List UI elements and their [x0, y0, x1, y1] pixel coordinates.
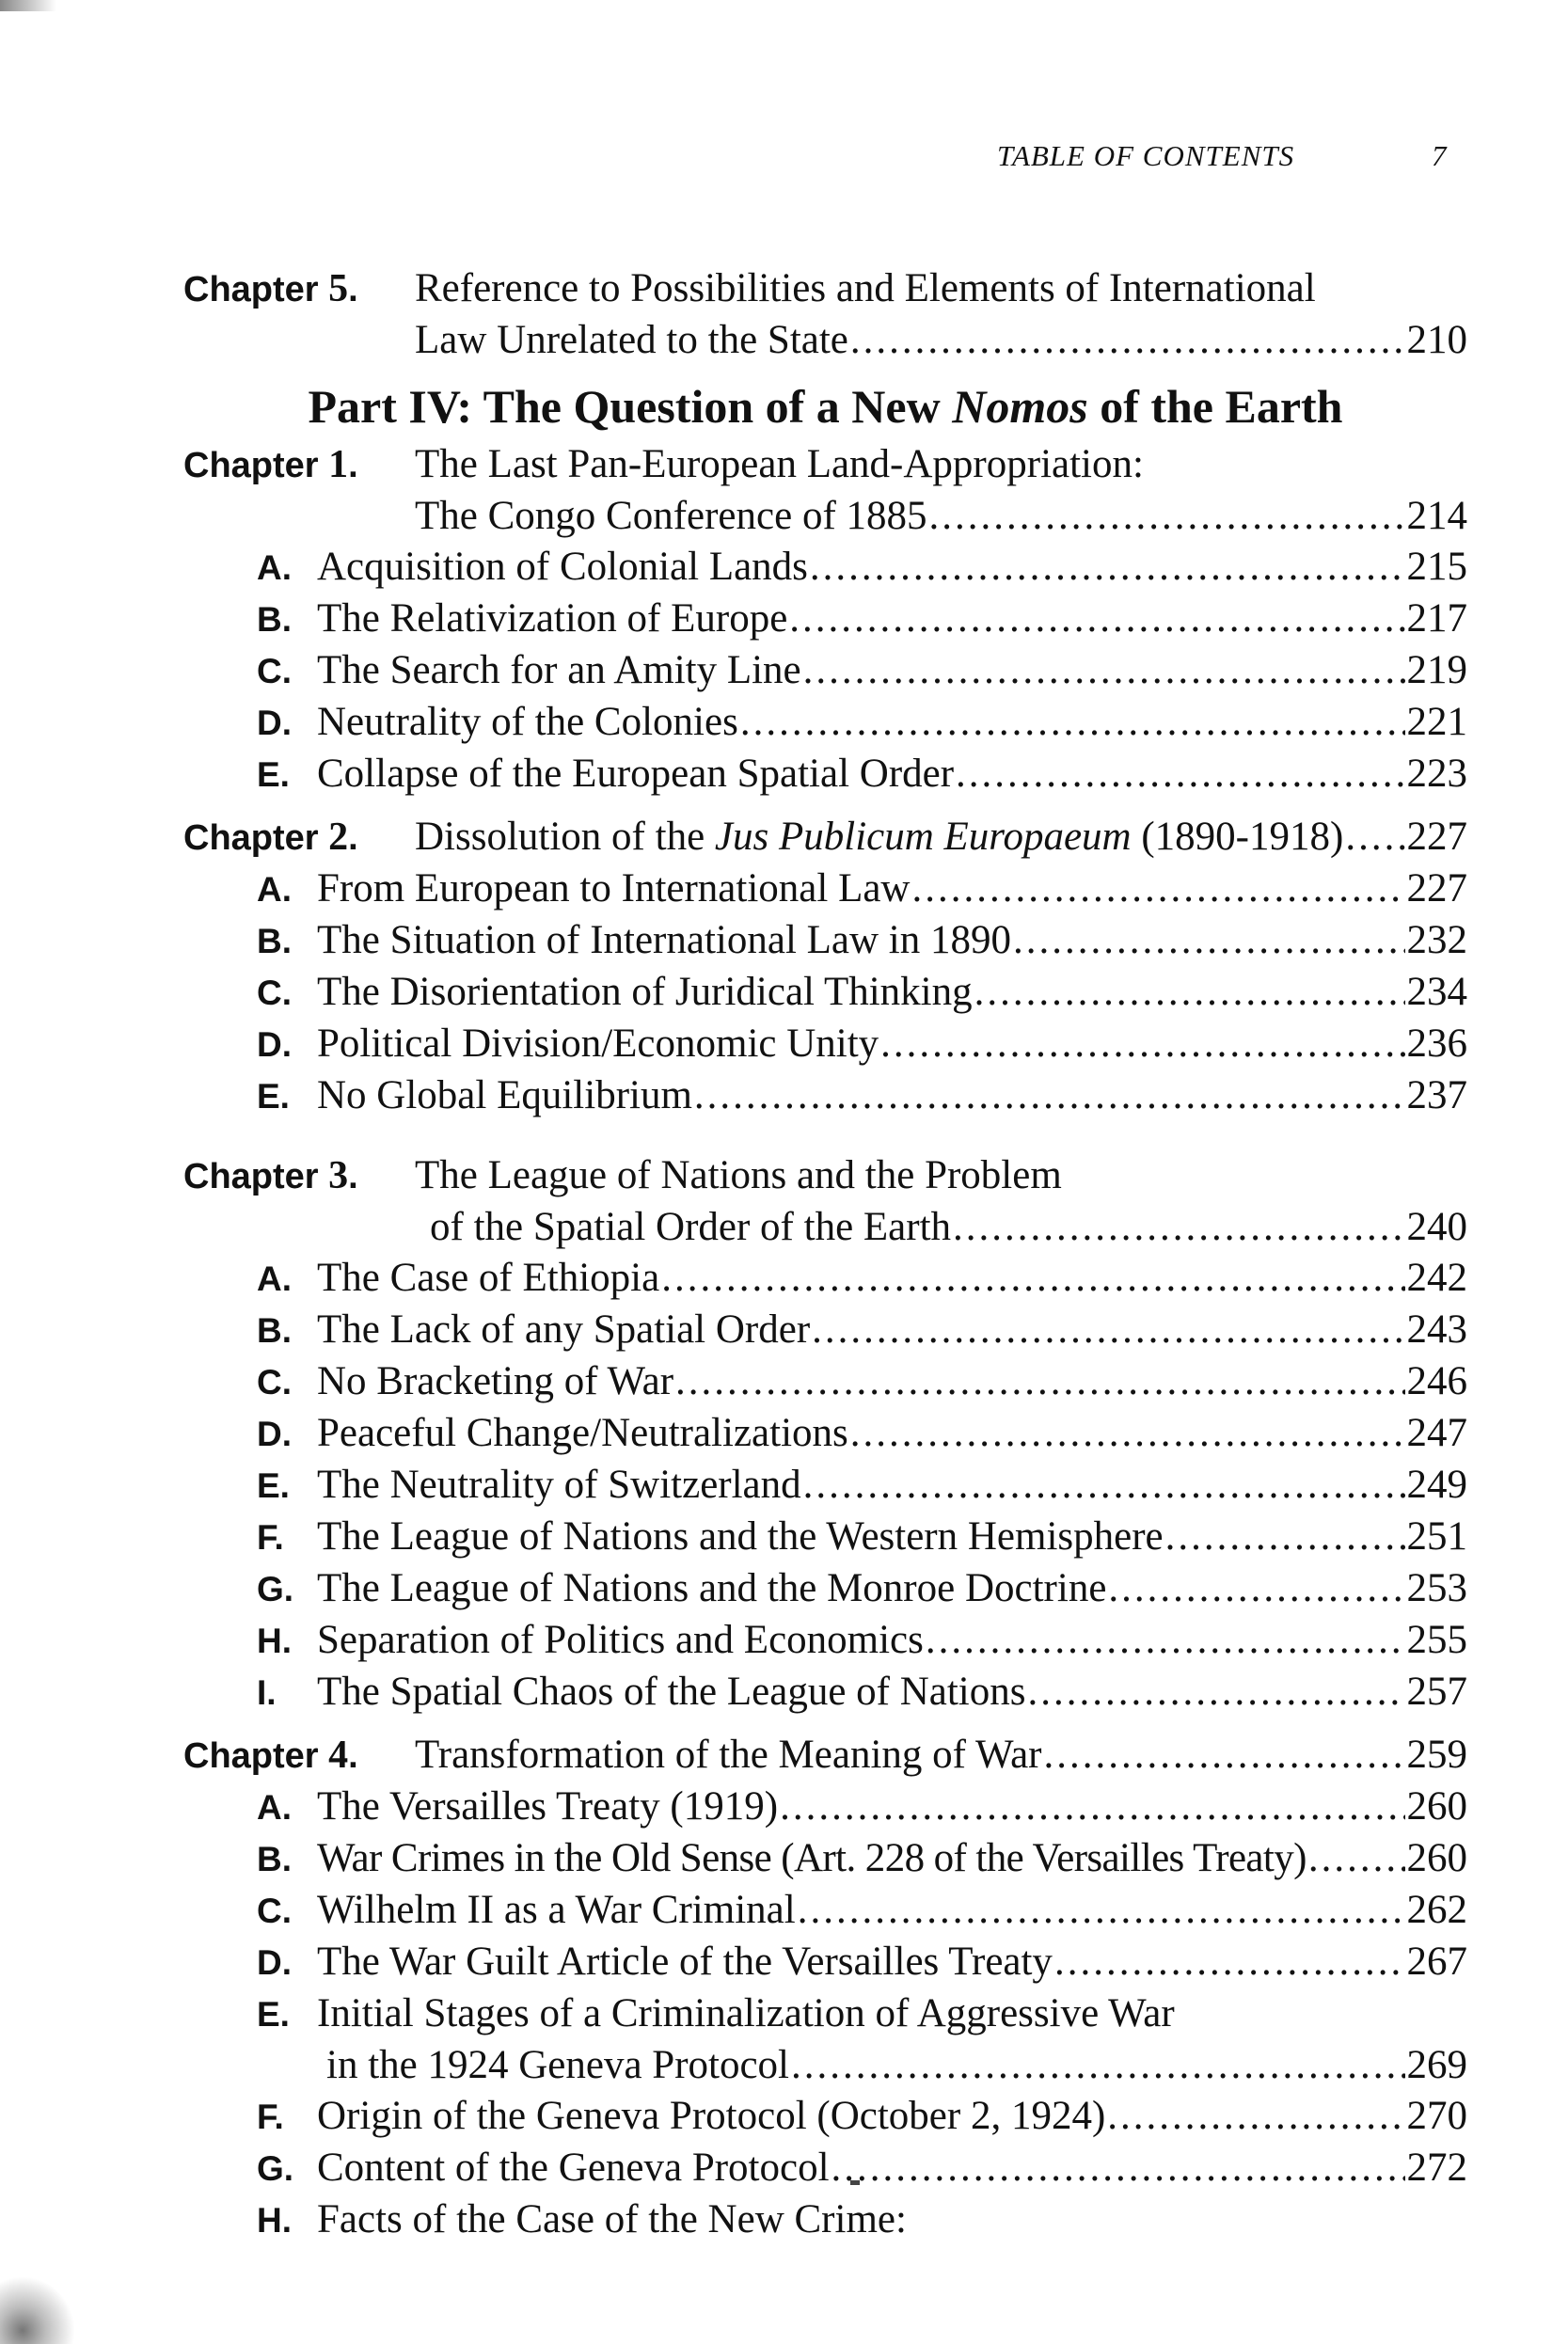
- toc-section[interactable]: [183, 1512, 1467, 1563]
- leader-dots: [810, 542, 1405, 593]
- toc-section[interactable]: [183, 1615, 1467, 1667]
- section-letter: B.: [257, 1840, 292, 1878]
- section-letter: G.: [257, 2149, 294, 2188]
- section-title: Collapse of the European Spatial Order: [317, 752, 955, 796]
- page-ref: 242: [1406, 1256, 1467, 1300]
- page-ref: 251: [1406, 1514, 1467, 1559]
- toc-section[interactable]: [183, 2091, 1467, 2143]
- chapter-title-line: of the Spatial Order of the Earth: [430, 1205, 952, 1249]
- section-title: The Relativization of Europe: [317, 596, 788, 641]
- section-letter: H.: [257, 1622, 292, 1660]
- chapter-label: Chapter 2.: [183, 816, 358, 859]
- page-ref: 269: [1406, 2043, 1467, 2087]
- section-title: The League of Nations and the Western Hemisphere: [317, 1514, 1164, 1559]
- section-title: The War Guilt Article of the Versailles Treaty: [317, 1940, 1053, 1984]
- page-ref: 255: [1406, 1618, 1467, 1662]
- leader-dots: [926, 1615, 1405, 1666]
- toc-section[interactable]: [183, 1070, 1467, 1122]
- section-title: The Disorientation of Juridical Thinking: [317, 970, 973, 1014]
- section-title: Neutrality of the Colonies: [317, 700, 738, 744]
- toc-section[interactable]: [183, 749, 1467, 800]
- toc-section[interactable]: [183, 542, 1467, 594]
- part-heading: Part IV: The Question of a New Nomos of the Earth: [308, 380, 1343, 433]
- section-letter: I.: [257, 1673, 277, 1712]
- toc-section[interactable]: [183, 1988, 1467, 2040]
- running-head-title: TABLE OF CONTENTS: [997, 139, 1295, 172]
- page-ref: 237: [1406, 1073, 1467, 1117]
- toc-section[interactable]: [183, 697, 1467, 749]
- section-letter: D.: [257, 1943, 292, 1982]
- leader-dots: [929, 491, 1405, 542]
- leader-dots: [798, 1885, 1405, 1936]
- section-title: No Global Equilibrium: [317, 1073, 692, 1117]
- leader-dots: [1028, 1667, 1405, 1718]
- toc-entry-chapter-2[interactable]: Chapter 2. Dissolution of the Jus Publicum Europaeum (1890-1918) ..... 227: [183, 812, 1467, 863]
- section-title: The Versailles Treaty (1919): [317, 1784, 779, 1829]
- toc-entry-chapter-4[interactable]: [183, 1730, 1467, 1782]
- leader-dots: [1044, 1730, 1405, 1781]
- leader-dots: [661, 1253, 1404, 1304]
- leader-dots: [1013, 915, 1405, 966]
- page-ref: 236: [1406, 1022, 1467, 1066]
- toc-section[interactable]: [183, 1356, 1467, 1408]
- page-ref: 262: [1406, 1888, 1467, 1932]
- section-letter: E.: [257, 1077, 290, 1116]
- toc-section[interactable]: [183, 1667, 1467, 1718]
- chapter-label: Chapter 3.: [183, 1154, 358, 1197]
- page-ref: 257: [1406, 1670, 1467, 1714]
- toc-entry-chapter-3[interactable]: [183, 1150, 1467, 1202]
- section-title: The Neutrality of Switzerland: [317, 1463, 801, 1507]
- page-ref: 214: [1406, 494, 1467, 538]
- section-title: Separation of Politics and Economics: [317, 1618, 924, 1662]
- section-title: Facts of the Case of the New Crime:: [317, 2197, 907, 2241]
- page-ref: 259: [1406, 1733, 1467, 1777]
- chapter-title-line: The Last Pan-European Land-Appropriation:: [415, 442, 1144, 486]
- leader-dots: [956, 749, 1404, 800]
- section-letter: D.: [257, 1415, 292, 1453]
- toc-section[interactable]: [183, 1019, 1467, 1070]
- section-letter: A.: [257, 870, 292, 909]
- page-ref: 253: [1406, 1566, 1467, 1610]
- toc-section[interactable]: [183, 594, 1467, 645]
- leader-dots: [911, 863, 1404, 914]
- chapter-title-line: Transformation of the Meaning of War: [415, 1733, 1042, 1777]
- page-number: 7: [1432, 139, 1448, 172]
- section-letter: E.: [257, 755, 290, 794]
- chapter-title-line: Dissolution of the: [415, 815, 715, 859]
- section-letter: D.: [257, 1025, 292, 1064]
- page-ref: 240: [1406, 1205, 1467, 1249]
- section-letter: B.: [257, 922, 292, 960]
- leader-dots: [974, 967, 1405, 1018]
- toc-entry-chapter-1[interactable]: [183, 439, 1467, 491]
- page-ref: 246: [1406, 1359, 1467, 1403]
- page-ref: 267: [1406, 1940, 1467, 1984]
- chapter-title-line: Law Unrelated to the State: [415, 318, 848, 362]
- toc-section[interactable]: [183, 863, 1467, 915]
- page-ref: 270: [1406, 2094, 1467, 2138]
- section-title: From European to International Law: [317, 866, 911, 911]
- scan-artifact: [850, 2180, 860, 2185]
- toc-section[interactable]: [183, 2143, 1467, 2194]
- page-ref: 223: [1406, 752, 1467, 796]
- section-letter: C.: [257, 1892, 292, 1930]
- toc-section[interactable]: [183, 1563, 1467, 1615]
- toc-section[interactable]: [183, 967, 1467, 1019]
- leader-dots: [1308, 1833, 1405, 1884]
- section-letter: B.: [257, 1311, 292, 1350]
- section-letter: G.: [257, 1570, 294, 1608]
- page-ref: 249: [1406, 1463, 1467, 1507]
- chapter-title-line: The League of Nations and the Problem: [415, 1153, 1062, 1197]
- leader-dots: [850, 1408, 1405, 1459]
- chapter-label: Chapter 4.: [183, 1734, 358, 1777]
- toc-section[interactable]: [183, 1408, 1467, 1460]
- toc-section[interactable]: [183, 1937, 1467, 1988]
- leader-dots: [812, 1305, 1404, 1355]
- section-letter: A.: [257, 548, 292, 587]
- chapter-label: Chapter 1.: [183, 443, 358, 486]
- toc-section[interactable]: [183, 1782, 1467, 1833]
- section-title: Origin of the Geneva Protocol (October 2, 1924): [317, 2094, 1106, 2138]
- section-letter: C.: [257, 1363, 292, 1402]
- section-letter: D.: [257, 704, 292, 742]
- leader-dots: [694, 1070, 1405, 1121]
- section-title: No Bracketing of War: [317, 1359, 674, 1403]
- section-title: The Search for an Amity Line: [317, 648, 801, 692]
- scan-artifact: [0, 0, 56, 11]
- table-of-contents: [183, 263, 1467, 2246]
- section-title: The League of Nations and the Monroe Doctrine: [317, 1566, 1107, 1610]
- section-letter: H.: [257, 2201, 292, 2240]
- section-letter: B.: [257, 600, 292, 639]
- toc-section[interactable]: [183, 1305, 1467, 1356]
- toc-entry-chapter-3-cont[interactable]: [183, 1202, 1467, 1253]
- section-title: The Spatial Chaos of the League of Nations: [317, 1670, 1026, 1714]
- section-letter: F.: [257, 1518, 284, 1557]
- section-title: Content of the Geneva Protocol: [317, 2146, 830, 2190]
- leader-dots: [832, 2143, 1405, 2194]
- toc-section[interactable]: [183, 645, 1467, 697]
- section-title: in the 1924 Geneva Protocol: [326, 2043, 790, 2087]
- toc-section-cont[interactable]: [183, 2040, 1467, 2091]
- page-ref: 221: [1406, 700, 1467, 744]
- leader-dots: [1054, 1937, 1405, 1988]
- section-letter: C.: [257, 652, 292, 690]
- leader-dots: [953, 1202, 1404, 1253]
- section-letter: C.: [257, 974, 292, 1012]
- leader-dots: [740, 697, 1405, 748]
- section-letter: A.: [257, 1788, 292, 1827]
- leader-dots: [675, 1356, 1404, 1407]
- section-title: The Case of Ethiopia: [317, 1256, 660, 1300]
- page-ref: 260: [1406, 1836, 1467, 1880]
- leader-dots: [1345, 812, 1404, 863]
- section-letter: E.: [257, 1995, 290, 2034]
- toc-entry-chapter-5-cont[interactable]: [183, 315, 1467, 366]
- section-title: Acquisition of Colonial Lands: [317, 545, 808, 589]
- toc-entry-chapter-5[interactable]: [183, 263, 1467, 315]
- section-title: The Lack of any Spatial Order: [317, 1307, 811, 1352]
- section-letter: F.: [257, 2098, 284, 2136]
- section-title: Initial Stages of a Criminalization of Aggressive War: [317, 1991, 1175, 2035]
- chapter-label: Chapter 5.: [183, 267, 358, 310]
- chapter-title-line: Reference to Possibilities and Elements of International: [415, 266, 1316, 310]
- section-letter: A.: [257, 1259, 292, 1298]
- toc-section[interactable]: [183, 1253, 1467, 1305]
- page-ref: 217: [1406, 596, 1467, 641]
- section-title: Peaceful Change/Neutralizations: [317, 1411, 848, 1455]
- leader-dots: [1108, 1563, 1404, 1614]
- page-ref: 272: [1406, 2146, 1467, 2190]
- leader-dots: [789, 594, 1404, 644]
- page-ref: 232: [1406, 918, 1467, 962]
- chapter-title-italic: Jus Publicum Europaeum: [714, 815, 1132, 859]
- page-ref: 219: [1406, 648, 1467, 692]
- toc-section[interactable]: [183, 1833, 1467, 1885]
- toc-section[interactable]: [183, 915, 1467, 967]
- leader-dots: [1165, 1512, 1405, 1562]
- running-head: [997, 139, 1467, 173]
- leader-dots: [1107, 2091, 1404, 2142]
- section-title: Wilhelm II as a War Criminal: [317, 1888, 796, 1932]
- page-ref: 227: [1406, 866, 1467, 911]
- page-ref: 260: [1406, 1784, 1467, 1829]
- leader-dots: [850, 315, 1405, 366]
- leader-dots: [803, 1460, 1405, 1511]
- page-ref: 247: [1406, 1411, 1467, 1455]
- leader-dots: [791, 2040, 1404, 2091]
- section-title: The Situation of International Law in 1890: [317, 918, 1011, 962]
- chapter-title-line: The Congo Conference of 1885: [415, 494, 927, 538]
- page-ref: 243: [1406, 1307, 1467, 1352]
- leader-dots: [803, 645, 1405, 696]
- page-ref: 234: [1406, 970, 1467, 1014]
- page-ref: 227: [1406, 815, 1467, 859]
- page-ref: 210: [1406, 318, 1467, 362]
- section-letter: E.: [257, 1466, 290, 1505]
- toc-entry-chapter-1-cont[interactable]: [183, 491, 1467, 542]
- section-title: Political Division/Economic Unity: [317, 1022, 879, 1066]
- page-ref: 215: [1406, 545, 1467, 589]
- toc-section[interactable]: [183, 2194, 1467, 2246]
- section-title: War Crimes in the Old Sense (Art. 228 of the Versailles Treaty): [317, 1836, 1307, 1880]
- toc-section[interactable]: [183, 1460, 1467, 1512]
- leader-dots: [880, 1019, 1404, 1069]
- scan-artifact: [0, 2276, 75, 2344]
- leader-dots: [780, 1782, 1404, 1832]
- toc-section[interactable]: [183, 1885, 1467, 1937]
